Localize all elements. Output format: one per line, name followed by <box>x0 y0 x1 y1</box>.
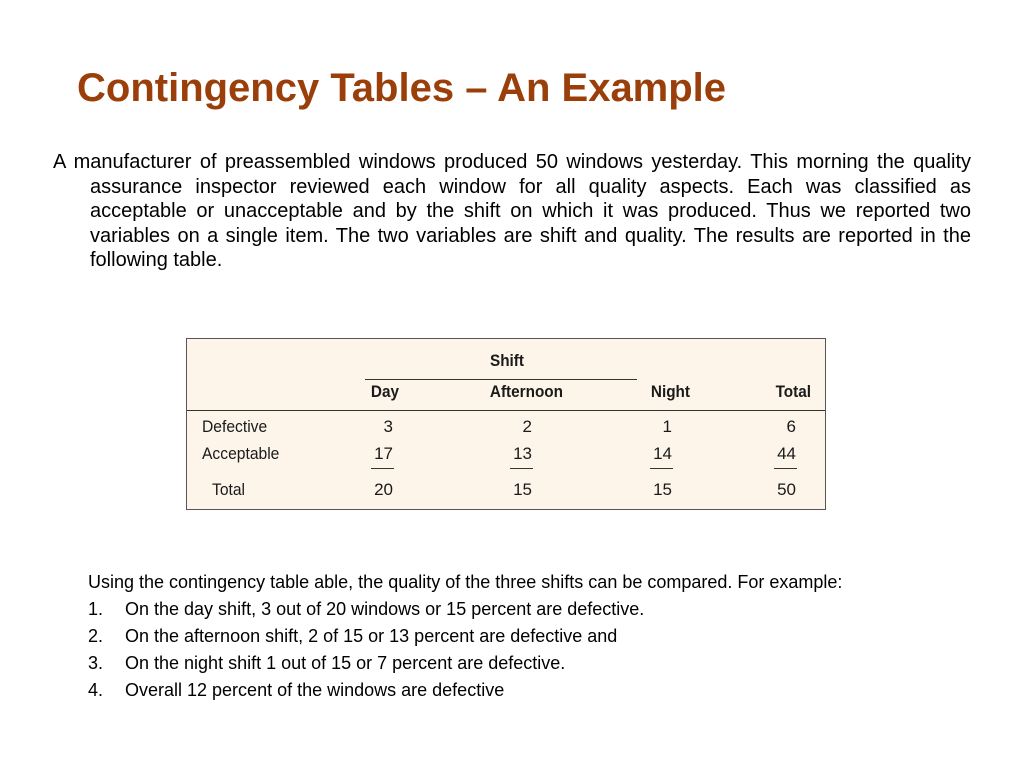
cell-acceptable-night: 14 <box>653 444 672 463</box>
group-header-shift: Shift <box>489 351 525 370</box>
notes-section <box>88 569 968 704</box>
column-header-day: Day <box>370 382 399 401</box>
list-marker: 1. <box>88 599 104 619</box>
column-header-afternoon: Afternoon <box>489 382 563 401</box>
cell-acceptable-day: 17 <box>374 444 393 463</box>
sum-rule-total <box>774 468 797 469</box>
cell-defective-total: 6 <box>786 417 796 436</box>
sum-rule-day <box>371 468 394 469</box>
slide-title: Contingency Tables – An Example <box>77 66 727 110</box>
list-item-text: On the day shift, 3 out of 20 windows or 15 percent are defective. <box>125 599 645 619</box>
list-marker: 3. <box>88 653 104 673</box>
row-label-total: Total <box>212 480 246 499</box>
list-item-text: Overall 12 percent of the windows are defective <box>125 680 505 700</box>
cell-defective-night: 1 <box>662 417 672 436</box>
cell-total-total: 50 <box>777 480 796 499</box>
notes-list <box>88 596 968 704</box>
list-marker: 4. <box>88 680 104 700</box>
header-rule <box>187 410 825 411</box>
sum-rule-afternoon <box>510 468 533 469</box>
cell-total-afternoon: 15 <box>513 480 532 499</box>
list-marker: 2. <box>88 626 104 646</box>
cell-acceptable-total: 44 <box>777 444 796 463</box>
list-item-text: On the afternoon shift, 2 of 15 or 13 percent are defective and <box>125 626 618 646</box>
list-item <box>88 677 968 704</box>
notes-lead: Using the contingency table able, the quality of the three shifts can be compared. For example: <box>88 572 843 592</box>
row-label-defective: Defective <box>202 417 268 436</box>
list-item-text: On the night shift 1 out of 15 or 7 percent are defective. <box>125 653 566 673</box>
list-item <box>88 650 968 677</box>
cell-defective-afternoon: 2 <box>522 417 532 436</box>
contingency-table <box>186 338 826 510</box>
list-item <box>88 596 968 623</box>
sum-rule-night <box>650 468 673 469</box>
column-header-night: Night <box>650 382 690 401</box>
cell-total-day: 20 <box>374 480 393 499</box>
list-item <box>88 623 968 650</box>
row-label-acceptable: Acceptable <box>202 444 280 463</box>
column-header-total: Total <box>775 382 811 401</box>
shift-header-rule <box>365 379 637 380</box>
cell-defective-day: 3 <box>383 417 393 436</box>
cell-total-night: 15 <box>653 480 672 499</box>
intro-paragraph: A manufacturer of preassembled windows produced 50 windows yesterday. This morning the quality assurance inspector reviewed each window for all quality aspects. Each was classified as acceptable or unacceptable and by the shift on which it was produced. Thus we reported two variables on a single item. The two variables are shift and quality. The results are reported in the following table. <box>53 151 971 271</box>
cell-acceptable-afternoon: 13 <box>513 444 532 463</box>
